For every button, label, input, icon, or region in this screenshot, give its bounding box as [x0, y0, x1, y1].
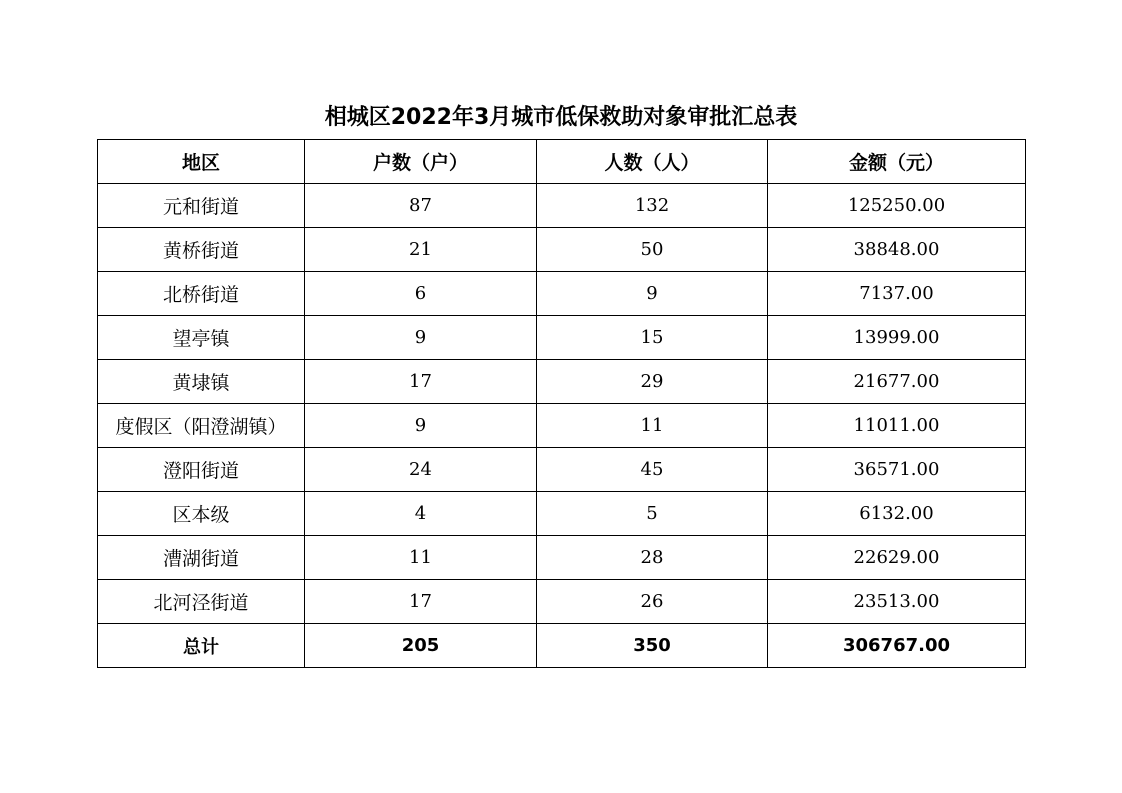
cell-region: 漕湖街道 — [98, 536, 305, 580]
cell-region: 元和街道 — [98, 184, 305, 228]
cell-persons: 5 — [537, 492, 768, 536]
table-header-row — [98, 140, 1026, 184]
document-title: 相城区2022年3月城市低保救助对象审批汇总表 — [324, 105, 798, 130]
header-region: 地区 — [98, 140, 305, 184]
table-row — [98, 492, 1026, 536]
table-row — [98, 272, 1026, 316]
cell-households: 87 — [305, 184, 537, 228]
cell-households: 11 — [305, 536, 537, 580]
cell-amount: 7137.00 — [768, 272, 1026, 316]
total-amount: 306767.00 — [768, 624, 1026, 668]
cell-amount: 23513.00 — [768, 580, 1026, 624]
total-label: 总计 — [98, 624, 305, 668]
table-row — [98, 536, 1026, 580]
cell-persons: 29 — [537, 360, 768, 404]
cell-persons: 132 — [537, 184, 768, 228]
cell-amount: 6132.00 — [768, 492, 1026, 536]
cell-persons: 28 — [537, 536, 768, 580]
cell-amount: 13999.00 — [768, 316, 1026, 360]
cell-persons: 50 — [537, 228, 768, 272]
cell-households: 21 — [305, 228, 537, 272]
cell-persons: 11 — [537, 404, 768, 448]
cell-region: 区本级 — [98, 492, 305, 536]
header-households: 户数（户） — [305, 140, 537, 184]
cell-region: 黄埭镇 — [98, 360, 305, 404]
cell-region: 黄桥街道 — [98, 228, 305, 272]
summary-table — [97, 139, 1026, 668]
total-persons: 350 — [537, 624, 768, 668]
header-amount: 金额（元） — [768, 140, 1026, 184]
cell-households: 24 — [305, 448, 537, 492]
cell-amount: 22629.00 — [768, 536, 1026, 580]
table-row — [98, 404, 1026, 448]
cell-persons: 45 — [537, 448, 768, 492]
cell-persons: 15 — [537, 316, 768, 360]
cell-amount: 21677.00 — [768, 360, 1026, 404]
cell-region: 望亭镇 — [98, 316, 305, 360]
header-persons: 人数（人） — [537, 140, 768, 184]
table-row — [98, 228, 1026, 272]
cell-households: 17 — [305, 580, 537, 624]
cell-persons: 26 — [537, 580, 768, 624]
table-row — [98, 360, 1026, 404]
table-row — [98, 184, 1026, 228]
cell-amount: 38848.00 — [768, 228, 1026, 272]
cell-households: 9 — [305, 404, 537, 448]
cell-region: 澄阳街道 — [98, 448, 305, 492]
table-row — [98, 448, 1026, 492]
cell-amount: 11011.00 — [768, 404, 1026, 448]
cell-region: 北河泾街道 — [98, 580, 305, 624]
cell-households: 17 — [305, 360, 537, 404]
table-row — [98, 580, 1026, 624]
cell-amount: 36571.00 — [768, 448, 1026, 492]
cell-households: 9 — [305, 316, 537, 360]
total-households: 205 — [305, 624, 537, 668]
cell-households: 4 — [305, 492, 537, 536]
cell-region: 度假区（阳澄湖镇） — [98, 404, 305, 448]
table-row — [98, 316, 1026, 360]
table-total-row — [98, 624, 1026, 668]
cell-households: 6 — [305, 272, 537, 316]
cell-persons: 9 — [537, 272, 768, 316]
cell-region: 北桥街道 — [98, 272, 305, 316]
cell-amount: 125250.00 — [768, 184, 1026, 228]
